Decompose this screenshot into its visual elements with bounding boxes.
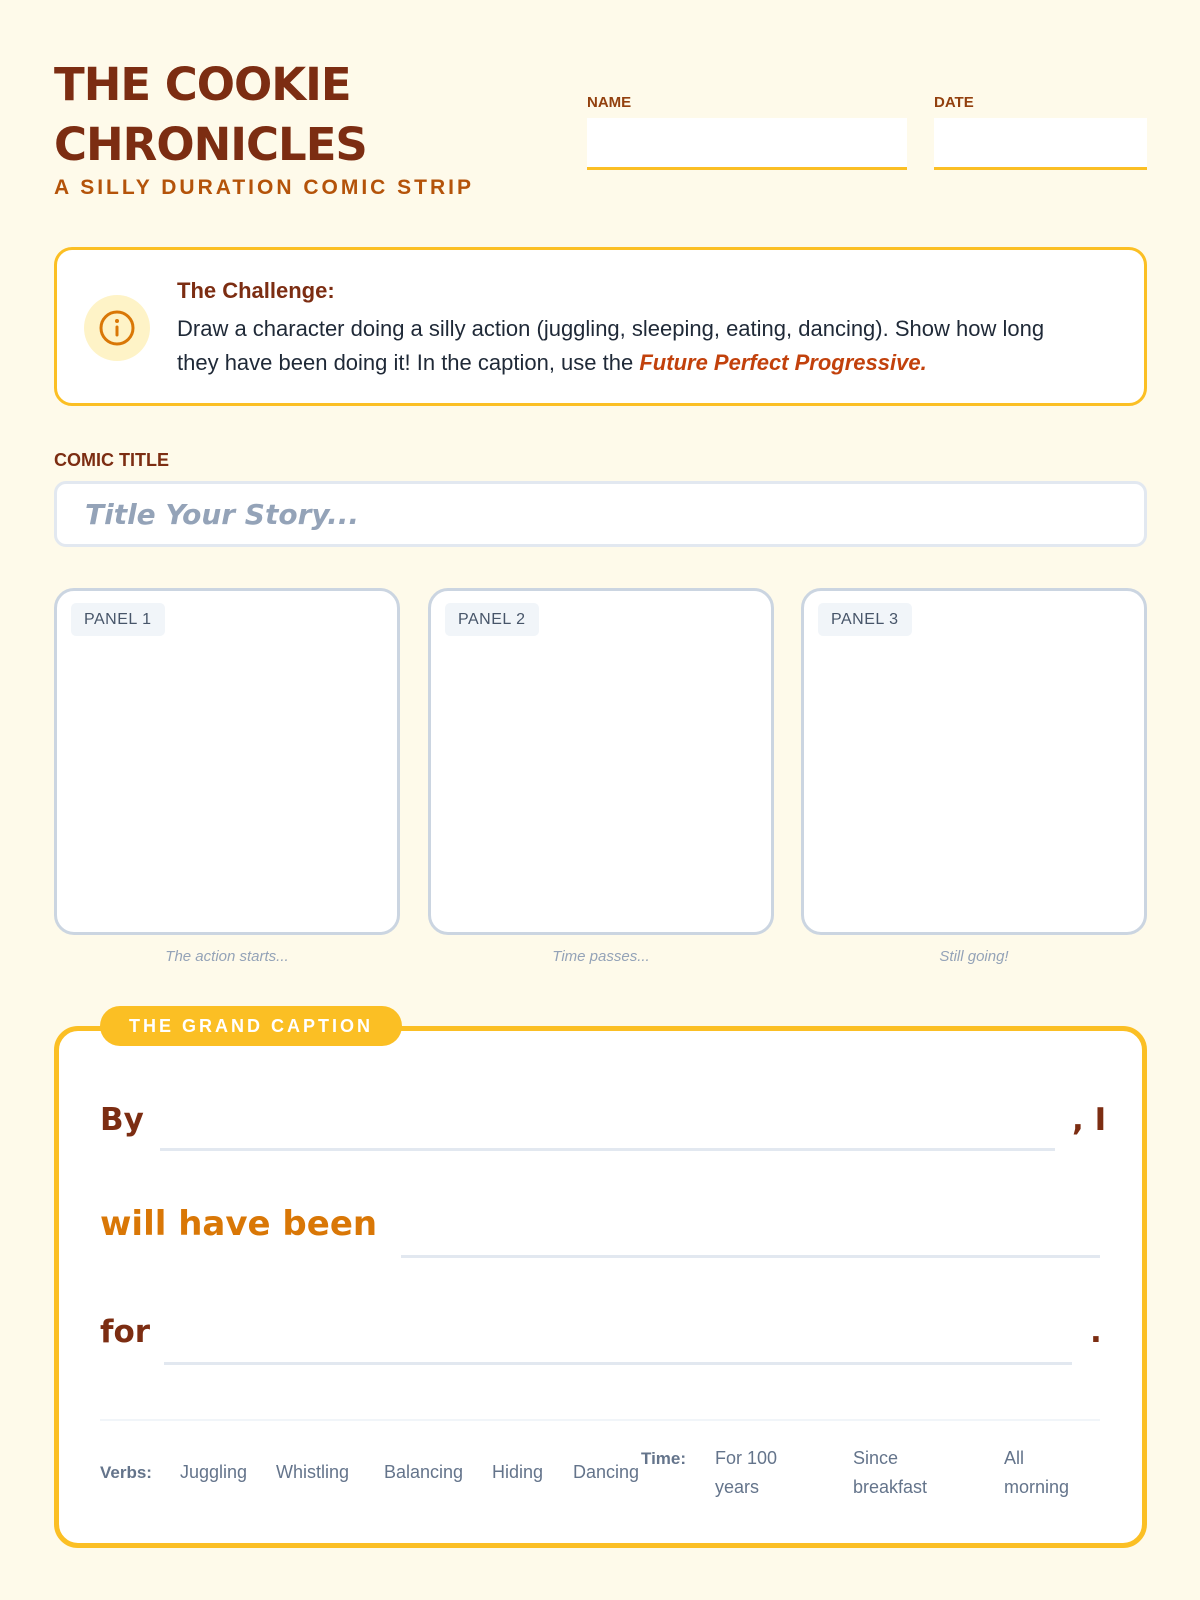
title-line-2: CHRONICLES — [54, 118, 367, 171]
panel-3-tag: PANEL 3 — [818, 603, 912, 636]
challenge-heading: The Challenge: — [177, 278, 335, 303]
name-field[interactable] — [587, 118, 907, 170]
verb-option: Dancing — [573, 1462, 640, 1482]
date-field[interactable] — [934, 118, 1147, 170]
verb-option: Balancing — [384, 1462, 464, 1482]
comic-title-input[interactable] — [54, 481, 1147, 547]
comic-panel-3[interactable] — [801, 588, 1147, 935]
panel-1-caption: The action starts... — [165, 948, 289, 965]
challenge-line-1: Draw a character doing a silly action (juggling, sleeping, eating, dancing). Show how long — [177, 316, 1045, 341]
time-option-line: years — [715, 1477, 760, 1497]
caption-comma-i: , I — [1072, 1102, 1107, 1138]
info-icon — [84, 295, 150, 361]
time-option-line: For 100 — [715, 1448, 778, 1468]
verb-option: Juggling — [180, 1462, 248, 1482]
time-option-line: morning — [1004, 1477, 1070, 1497]
grand-caption-tag: THE GRAND CAPTION — [100, 1006, 402, 1046]
time-label: Time: — [641, 1449, 687, 1468]
panel-2-caption: Time passes... — [552, 948, 650, 965]
verbs-label: Verbs: — [100, 1463, 152, 1482]
caption-for: for — [100, 1314, 151, 1350]
comic-panel-2[interactable] — [428, 588, 774, 935]
time-option-line: Since — [853, 1448, 899, 1468]
date-label: DATE — [934, 94, 974, 111]
time-option — [715, 1444, 777, 1502]
challenge-instructions — [177, 312, 1127, 380]
comic-title-placeholder: Title Your Story... — [85, 497, 359, 531]
verb-option: Hiding — [492, 1462, 544, 1482]
challenge-line-2-text: they have been doing it! In the caption, use the — [177, 350, 634, 375]
time-option-line: breakfast — [853, 1477, 928, 1497]
caption-period: . — [1090, 1314, 1102, 1350]
panel-2-tag: PANEL 2 — [445, 603, 539, 636]
panel-3-caption: Still going! — [939, 948, 1009, 965]
worksheet-title — [54, 55, 534, 175]
word-bank-divider — [100, 1419, 1100, 1421]
time-option-line: All — [1004, 1448, 1025, 1468]
verb-option: Whistling — [276, 1462, 350, 1482]
time-option — [853, 1444, 927, 1502]
panel-1-tag: PANEL 1 — [71, 603, 165, 636]
comic-panel-1[interactable] — [54, 588, 400, 935]
title-line-1: THE COOKIE — [54, 58, 351, 111]
challenge-line-2 — [177, 346, 1127, 380]
worksheet-subtitle: A SILLY DURATION COMIC STRIP — [54, 176, 475, 199]
caption-will-have-been: will have been — [100, 1204, 378, 1244]
caption-duration-blank[interactable] — [164, 1362, 1072, 1365]
caption-time-blank[interactable] — [160, 1148, 1055, 1151]
caption-verb-blank[interactable] — [401, 1255, 1100, 1258]
name-label: NAME — [587, 94, 632, 111]
comic-title-label: COMIC TITLE — [54, 450, 169, 470]
tense-emphasis: Future Perfect Progressive. — [639, 350, 927, 375]
time-option — [1004, 1444, 1069, 1502]
caption-by: By — [100, 1102, 144, 1138]
